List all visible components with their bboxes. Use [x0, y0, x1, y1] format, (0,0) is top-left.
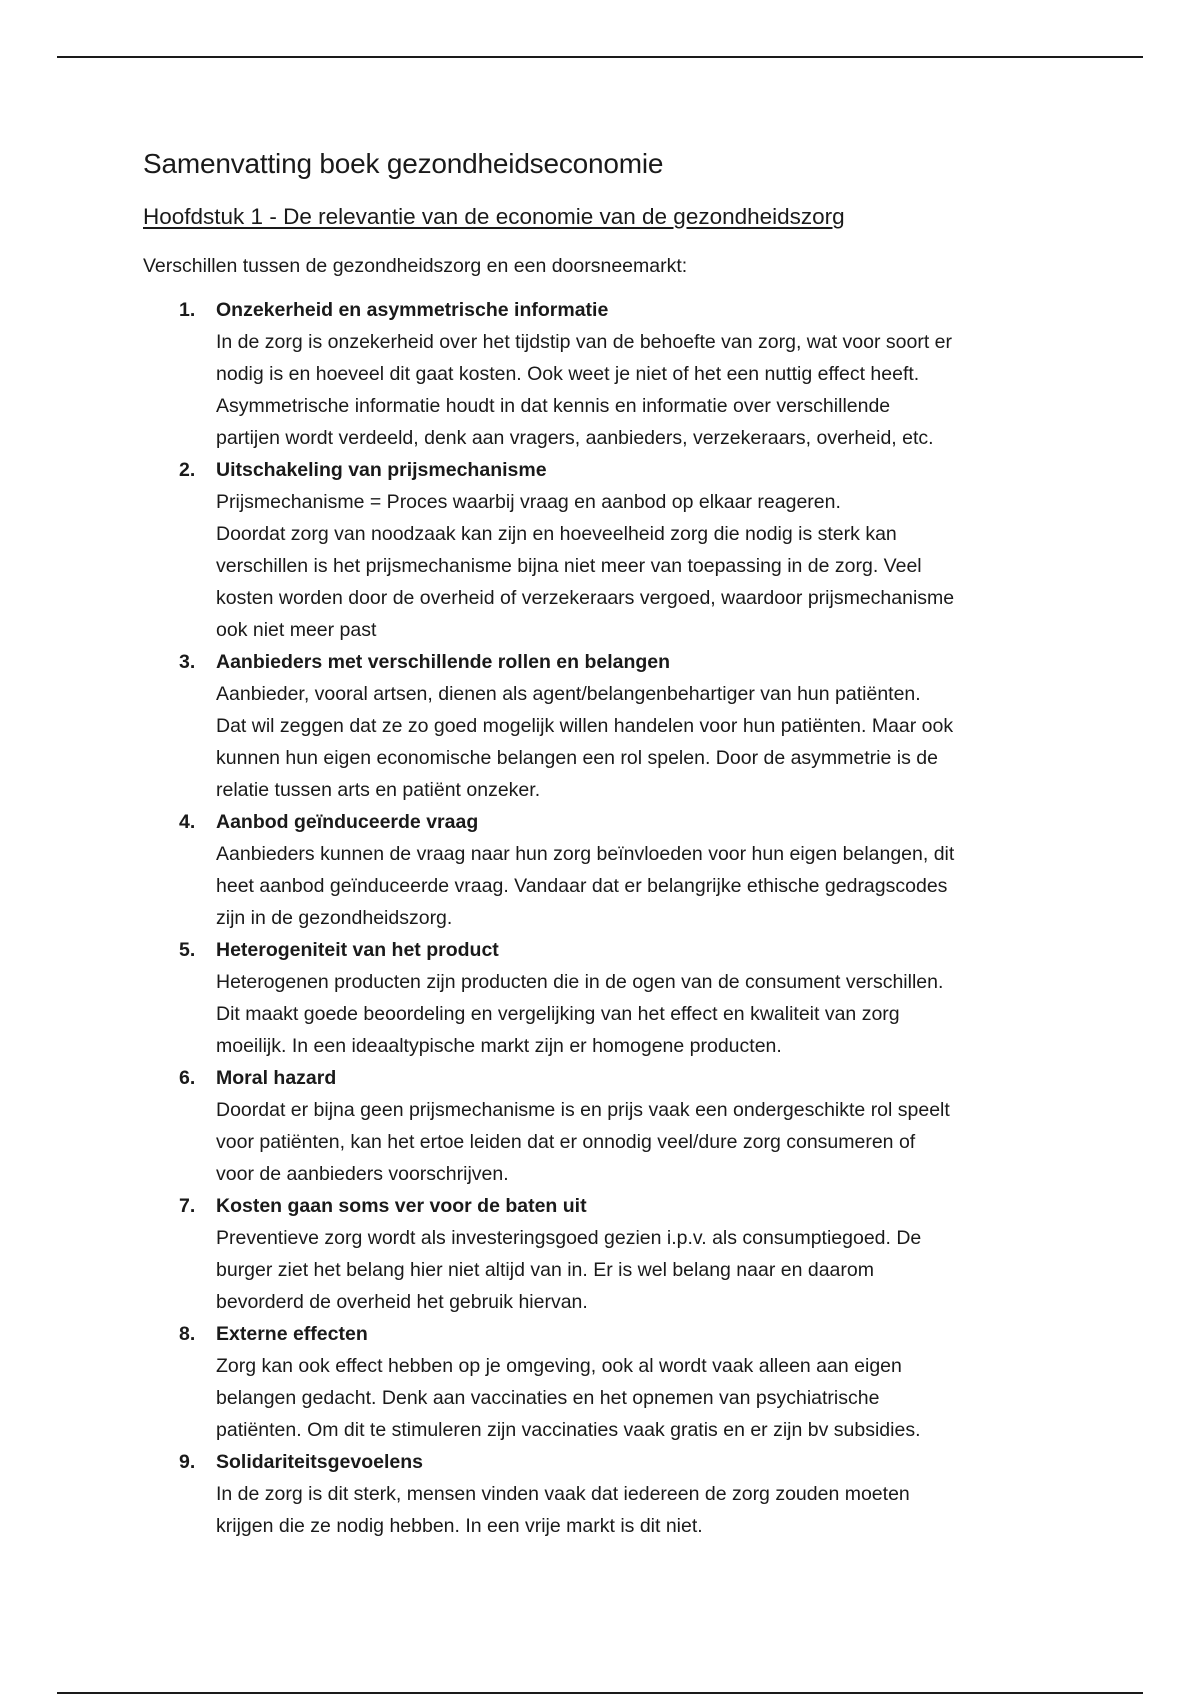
- list-item: [143, 454, 1063, 646]
- top-rule: [57, 56, 1143, 58]
- list-item-body: [216, 1478, 1063, 1542]
- list-item-title: Aanbieders met verschillende rollen en belangen: [216, 651, 671, 673]
- list-item-line: Doordat er bijna geen prijsmechanisme is en prijs vaak een ondergeschikte rol speelt: [216, 1099, 950, 1121]
- list-item-title: Moral hazard: [216, 1067, 337, 1089]
- list-item-line: heet aanbod geïnduceerde vraag. Vandaar dat er belangrijke ethische gedragscodes: [216, 875, 948, 897]
- bottom-rule: [57, 1692, 1143, 1694]
- list-item: [143, 1062, 1063, 1190]
- list-item-body: [216, 1222, 1063, 1318]
- list-item-number: 4.: [179, 811, 196, 833]
- list-item-line: bevorderd de overheid het gebruik hiervan.: [216, 1291, 588, 1313]
- list-item-title: Kosten gaan soms ver voor de baten uit: [216, 1195, 587, 1217]
- chapter-heading: Hoofdstuk 1 - De relevantie van de economie van de gezondheidszorg: [143, 204, 845, 229]
- list-item-line: belangen gedacht. Denk aan vaccinaties en het opnemen van psychiatrische: [216, 1387, 880, 1409]
- list-item-line: In de zorg is onzekerheid over het tijdstip van de behoefte van zorg, wat voor soort er: [216, 331, 953, 353]
- list-item-body: [216, 838, 1063, 934]
- list-item-title: Uitschakeling van prijsmechanisme: [216, 459, 547, 481]
- list-item: [143, 934, 1063, 1062]
- list-item: [143, 1318, 1063, 1446]
- list-item-line: relatie tussen arts en patiënt onzeker.: [216, 779, 541, 801]
- numbered-list: [143, 294, 1063, 1542]
- list-item-line: Prijsmechanisme = Proces waarbij vraag en aanbod op elkaar reageren.: [216, 491, 841, 513]
- list-item: [143, 806, 1063, 934]
- list-item-title: Onzekerheid en asymmetrische informatie: [216, 299, 609, 321]
- list-item-line: Dit maakt goede beoordeling en vergelijking van het effect en kwaliteit van zorg: [216, 1003, 900, 1025]
- list-item-line: partijen wordt verdeeld, denk aan vragers, aanbieders, verzekeraars, overheid, etc.: [216, 427, 934, 449]
- list-item-title: Solidariteitsgevoelens: [216, 1451, 423, 1473]
- list-item-number: 5.: [179, 939, 196, 961]
- list-item-line: nodig is en hoeveel dit gaat kosten. Ook weet je niet of het een nuttig effect heeft.: [216, 363, 920, 385]
- list-item-line: kunnen hun eigen economische belangen een rol spelen. Door de asymmetrie is de: [216, 747, 938, 769]
- list-item-line: burger ziet het belang hier niet altijd van in. Er is wel belang naar en daarom: [216, 1259, 874, 1281]
- list-item-line: Doordat zorg van noodzaak kan zijn en hoeveelheid zorg die nodig is sterk kan: [216, 523, 897, 545]
- list-item-line: Aanbieders kunnen de vraag naar hun zorg beïnvloeden voor hun eigen belangen, dit: [216, 843, 955, 865]
- list-item-title: Externe effecten: [216, 1323, 368, 1345]
- list-item: [143, 646, 1063, 806]
- list-item-body: [216, 966, 1063, 1062]
- list-item-number: 1.: [179, 299, 196, 321]
- list-item-line: ook niet meer past: [216, 619, 377, 641]
- list-item-line: voor patiënten, kan het ertoe leiden dat er onnodig veel/dure zorg consumeren of: [216, 1131, 916, 1153]
- list-item-line: Dat wil zeggen dat ze zo goed mogelijk willen handelen voor hun patiënten. Maar ook: [216, 715, 954, 737]
- list-item-number: 8.: [179, 1323, 196, 1345]
- list-item-body: [216, 678, 1063, 806]
- list-item-body: [216, 486, 1063, 646]
- list-item-number: 3.: [179, 651, 196, 673]
- list-item-line: Aanbieder, vooral artsen, dienen als agent/belangenbehartiger van hun patiënten.: [216, 683, 921, 705]
- list-item-line: In de zorg is dit sterk, mensen vinden vaak dat iedereen de zorg zouden moeten: [216, 1483, 910, 1505]
- list-item-line: krijgen die ze nodig hebben. In een vrije markt is dit niet.: [216, 1515, 703, 1537]
- list-item-title: Heterogeniteit van het product: [216, 939, 499, 961]
- list-item-number: 7.: [179, 1195, 196, 1217]
- list-item-number: 9.: [179, 1451, 196, 1473]
- list-item: [143, 1190, 1063, 1318]
- list-item-line: zijn in de gezondheidszorg.: [216, 907, 453, 929]
- list-item-number: 6.: [179, 1067, 196, 1089]
- list-item: [143, 1446, 1063, 1542]
- list-item-body: [216, 1094, 1063, 1190]
- list-item-number: 2.: [179, 459, 196, 481]
- list-item-title: Aanbod geïnduceerde vraag: [216, 811, 479, 833]
- intro-text: Verschillen tussen de gezondheidszorg en een doorsneemarkt:: [143, 255, 688, 277]
- list-item-line: voor de aanbieders voorschrijven.: [216, 1163, 509, 1185]
- list-item-line: Preventieve zorg wordt als investeringsgoed gezien i.p.v. als consumptiegoed. De: [216, 1227, 922, 1249]
- list-item-body: [216, 326, 1063, 454]
- list-item: [143, 294, 1063, 454]
- list-item-line: patiënten. Om dit te stimuleren zijn vaccinaties vaak gratis en er zijn bv subsidies.: [216, 1419, 921, 1441]
- document-body: [143, 140, 1063, 1542]
- list-item-line: kosten worden door de overheid of verzekeraars vergoed, waardoor prijsmechanisme: [216, 587, 955, 609]
- list-item-body: [216, 1350, 1063, 1446]
- list-item-line: Zorg kan ook effect hebben op je omgeving, ook al wordt vaak alleen aan eigen: [216, 1355, 902, 1377]
- list-item-line: verschillen is het prijsmechanisme bijna niet meer van toepassing in de zorg. Veel: [216, 555, 922, 577]
- list-item-line: moeilijk. In een ideaaltypische markt zijn er homogene producten.: [216, 1035, 782, 1057]
- list-item-line: Heterogenen producten zijn producten die in de ogen van de consument verschillen.: [216, 971, 944, 993]
- list-item-line: Asymmetrische informatie houdt in dat kennis en informatie over verschillende: [216, 395, 891, 417]
- document-title: Samenvatting boek gezondheidseconomie: [143, 148, 664, 179]
